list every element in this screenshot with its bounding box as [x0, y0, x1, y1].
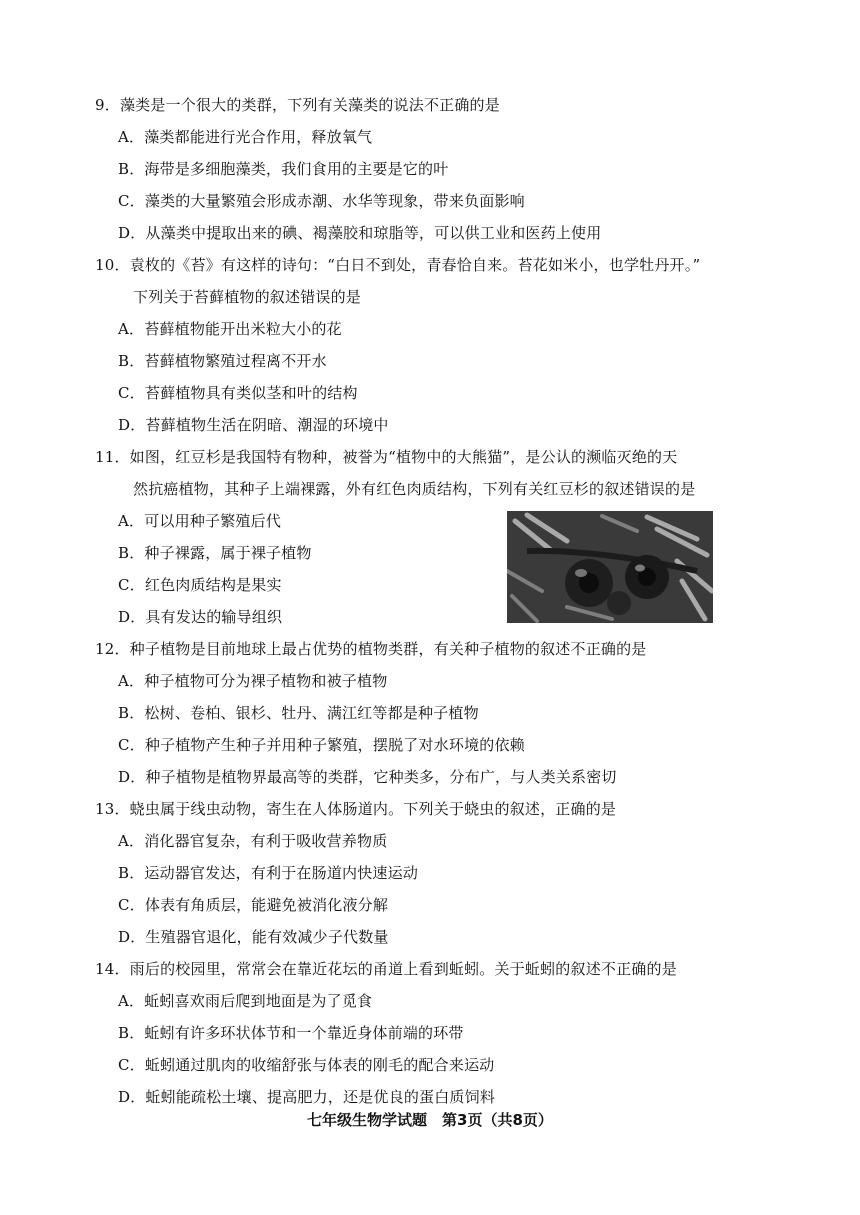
question-13-option-a: A．消化器官复杂，有利于吸收营养物质 [118, 832, 388, 850]
question-11-stem-line-2: 然抗癌植物，其种子上端裸露，外有红色肉质结构，下列有关红豆杉的叙述错误的是 [133, 480, 696, 498]
question-10-option-a: A．苔藓植物能开出米粒大小的花 [118, 320, 342, 338]
question-10-stem-line-1: 10．袁枚的《苔》有这样的诗句：“白日不到处，青春恰自来。苔花如米小，也学牡丹开。” [95, 256, 701, 274]
question-12-option-c: C．种子植物产生种子并用种子繁殖，摆脱了对水环境的依赖 [118, 736, 525, 754]
question-13-option-c: C．体表有角质层，能避免被消化液分解 [118, 896, 389, 914]
question-11-option-d: D．具有发达的输导组织 [118, 608, 283, 626]
question-13-option-b: B．运动器官发达，有利于在肠道内快速运动 [118, 864, 419, 882]
question-12-stem: 12．种子植物是目前地球上最占优势的植物类群，有关种子植物的叙述不正确的是 [95, 640, 647, 658]
question-11-option-a: A．可以用种子繁殖后代 [118, 512, 282, 530]
question-9-stem: 9．藻类是一个很大的类群，下列有关藻类的说法不正确的是 [95, 96, 500, 114]
question-13-option-d: D．生殖器官退化，能有效减少子代数量 [118, 928, 389, 946]
question-12-option-b: B．松树、卷柏、银杉、牡丹、满江红等都是种子植物 [118, 704, 479, 722]
page-footer: 七年级生物学试题 第3页（共8页） [307, 1111, 553, 1129]
question-9-option-a: A．藻类都能进行光合作用，释放氧气 [118, 128, 373, 146]
question-13-stem: 13．蛲虫属于线虫动物，寄生在人体肠道内。下列关于蛲虫的叙述，正确的是 [95, 800, 617, 818]
question-11-option-c: C．红色肉质结构是果实 [118, 576, 282, 594]
question-10-option-b: B．苔藓植物繁殖过程离不开水 [118, 352, 327, 370]
question-14-option-b: B．蚯蚓有许多环状体节和一个靠近身体前端的环带 [118, 1024, 464, 1042]
question-10-option-c: C．苔藓植物具有类似茎和叶的结构 [118, 384, 358, 402]
question-14-option-d: D．蚯蚓能疏松土壤、提高肥力，还是优良的蛋白质饲料 [118, 1088, 496, 1106]
question-14-option-c: C．蚯蚓通过肌肉的收缩舒张与体表的刚毛的配合来运动 [118, 1056, 495, 1074]
question-9-option-d: D．从藻类中提取出来的碘、褐藻胶和琼脂等，可以供工业和医药上使用 [118, 224, 602, 242]
question-14-option-a: A．蚯蚓喜欢雨后爬到地面是为了觅食 [118, 992, 373, 1010]
question-10-stem-line-2: 下列关于苔藓植物的叙述错误的是 [133, 288, 362, 306]
question-9-option-c: C．藻类的大量繁殖会形成赤潮、水华等现象，带来负面影响 [118, 192, 525, 210]
question-14-stem: 14．雨后的校园里，常常会在靠近花坛的甬道上看到蚯蚓。关于蚯蚓的叙述不正确的是 [95, 960, 677, 978]
question-11-stem-line-1: 11．如图，红豆杉是我国特有物种，被誉为“植物中的大熊猫”，是公认的濒临灭绝的天 [95, 448, 678, 466]
question-9-option-b: B．海带是多细胞藻类，我们食用的主要是它的叶 [118, 160, 449, 178]
question-11-option-b: B．种子裸露，属于裸子植物 [118, 544, 312, 562]
question-12-option-a: A．种子植物可分为裸子植物和被子植物 [118, 672, 388, 690]
red-yew-photo [507, 511, 713, 623]
question-12-option-d: D．种子植物是植物界最高等的类群，它种类多，分布广，与人类关系密切 [118, 768, 617, 786]
question-10-option-d: D．苔藓植物生活在阴暗、潮湿的环境中 [118, 416, 389, 434]
